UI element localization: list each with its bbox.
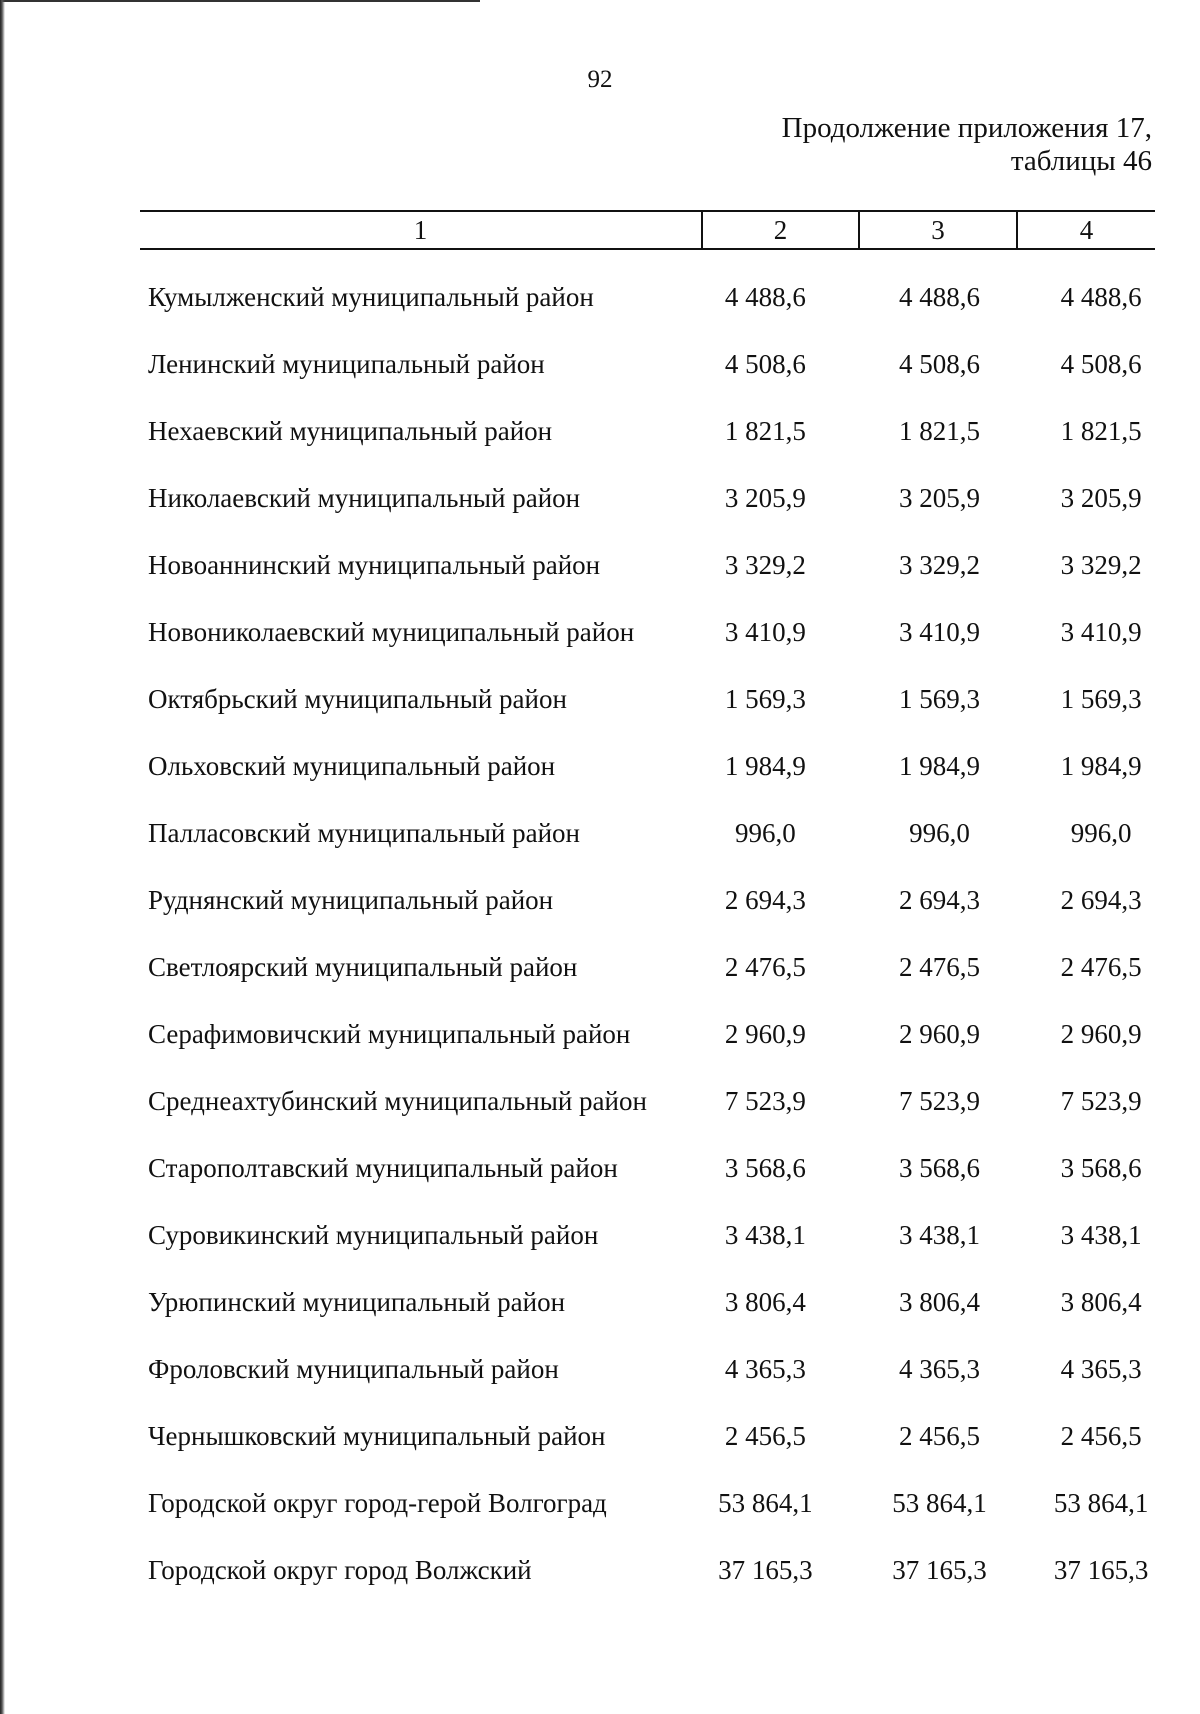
district-name-cell: Серафимовичский муниципальный район [148,1019,631,1049]
value-col-3-cell: 2 476,5 [898,952,980,982]
column-header-3: 3 [860,212,1018,248]
value-col-3-cell: 3 329,2 [898,550,980,580]
value-col-4-cell: 2 456,5 [1060,1421,1142,1451]
value-col-2-cell: 7 523,9 [724,1086,806,1116]
column-header-4: 4 [1079,215,1094,245]
value-col-4-cell: 7 523,9 [1060,1086,1142,1116]
value-col-3-cell: 3 438,1 [898,1220,980,1250]
district-name-cell: Ленинский муниципальный район [148,349,545,379]
scan-edge-top [0,0,480,2]
value-col-4-cell: 2 476,5 [1060,952,1142,982]
value-col-3-cell: 37 165,3 [892,1555,987,1585]
value-col-4-cell: 996,0 [1070,818,1132,848]
table-row [148,601,1158,668]
value-col-2-cell: 3 438,1 [724,1220,806,1250]
district-name-cell: Палласовский муниципальный район [148,818,580,848]
value-col-2-cell: 3 568,6 [724,1153,806,1183]
value-col-2-cell: 53 864,1 [718,1488,813,1518]
value-col-3-cell: 4 365,3 [898,1354,980,1384]
district-name-cell: Среднеахтубинский муниципальный район [148,1086,647,1116]
table-row [148,869,1158,936]
value-col-2-cell: 996,0 [735,818,796,848]
value-col-2-cell: 1 821,5 [724,416,806,446]
table-row [148,735,1158,802]
value-col-4-cell: 53 864,1 [1053,1488,1149,1518]
table-row [148,1271,1158,1338]
district-name-cell: Ольховский муниципальный район [148,751,556,781]
value-col-3-cell: 3 806,4 [898,1287,980,1317]
value-col-4-cell: 1 984,9 [1060,751,1142,781]
table-row [148,668,1158,735]
district-name-cell: Суровикинский муниципальный район [148,1220,599,1250]
value-col-2-cell: 1 569,3 [724,684,806,714]
column-header-1: 1 [140,212,703,248]
table-header [140,210,1155,250]
value-col-3-cell: 4 488,6 [898,282,980,312]
continuation-line-2: таблицы 46 [1010,145,1152,177]
page-number: 92 [587,66,613,93]
table-row [148,1137,1158,1204]
value-col-4-cell: 4 488,6 [1060,282,1142,312]
district-name-cell: Чернышковский муниципальный район [148,1421,606,1451]
value-col-2-cell: 2 456,5 [724,1421,806,1451]
table-body [148,266,1158,1606]
scan-edge-left [0,0,5,1714]
district-name-cell: Светлоярский муниципальный район [148,952,578,982]
table-row [148,333,1158,400]
value-col-4-cell: 37 165,3 [1053,1555,1149,1585]
value-col-2-cell: 1 984,9 [724,751,806,781]
value-col-4-cell: 2 960,9 [1060,1019,1142,1049]
value-col-4-cell: 3 806,4 [1060,1287,1142,1317]
value-col-2-cell: 3 329,2 [724,550,806,580]
district-name-cell: Урюпинский муниципальный район [148,1287,566,1317]
continuation-line-1: Продолжение приложения 17, [781,112,1152,144]
value-col-2-cell: 4 508,6 [724,349,806,379]
table-row [148,936,1158,1003]
value-col-2-cell: 3 806,4 [724,1287,806,1317]
district-name-cell: Фроловский муниципальный район [148,1354,559,1384]
value-col-3-cell: 1 984,9 [898,751,980,781]
value-col-2-cell: 3 410,9 [724,617,806,647]
district-name-cell: Старополтавский муниципальный район [148,1153,618,1183]
value-col-3-cell: 996,0 [909,818,970,848]
district-name-cell: Городской округ город-герой Волгоград [148,1488,607,1518]
value-col-3-cell: 3 410,9 [898,617,980,647]
value-col-2-cell: 2 476,5 [724,952,806,982]
continuation-note [782,112,1152,178]
table-row [148,1204,1158,1271]
value-col-2-cell: 2 694,3 [724,885,806,915]
value-col-3-cell: 3 205,9 [898,483,980,513]
table-row [148,467,1158,534]
value-col-4-cell: 4 365,3 [1060,1354,1142,1384]
district-name-cell: Октябрьский муниципальный район [148,684,567,714]
value-col-3-cell: 2 456,5 [898,1421,980,1451]
value-col-3-cell: 2 960,9 [898,1019,980,1049]
district-name-cell: Нехаевский муниципальный район [148,416,553,446]
value-col-3-cell: 53 864,1 [892,1488,987,1518]
value-col-4-cell: 2 694,3 [1060,885,1142,915]
table-row [148,1338,1158,1405]
table-row [148,266,1158,333]
value-col-3-cell: 3 568,6 [898,1153,980,1183]
column-header-2: 2 [703,212,860,248]
table-row [148,802,1158,869]
value-col-2-cell: 37 165,3 [718,1555,813,1585]
table-row [148,1472,1158,1539]
value-col-3-cell: 2 694,3 [898,885,980,915]
value-col-3-cell: 7 523,9 [898,1086,980,1116]
table-row [148,1539,1158,1606]
value-col-4-cell: 3 568,6 [1060,1153,1142,1183]
table-row [148,1003,1158,1070]
value-col-2-cell: 4 365,3 [724,1354,806,1384]
value-col-4-cell: 3 329,2 [1060,550,1142,580]
district-name-cell: Николаевский муниципальный район [148,483,581,513]
value-col-4-cell: 3 410,9 [1060,617,1142,647]
district-name-cell: Кумылженский муниципальный район [148,282,594,312]
value-col-3-cell: 1 569,3 [898,684,980,714]
value-col-4-cell: 3 205,9 [1060,483,1142,513]
table-row [148,534,1158,601]
value-col-4-cell: 1 821,5 [1060,416,1142,446]
value-col-3-cell: 1 821,5 [898,416,980,446]
value-col-2-cell: 4 488,6 [724,282,806,312]
value-col-4-cell: 4 508,6 [1060,349,1142,379]
table-row [148,1070,1158,1137]
district-name-cell: Новониколаевский муниципальный район [148,617,635,647]
district-name-cell: Городской округ город Волжский [148,1555,532,1585]
value-col-3-cell: 4 508,6 [898,349,980,379]
district-name-cell: Руднянский муниципальный район [148,885,554,915]
table-row [148,1405,1158,1472]
table-row [148,400,1158,467]
district-name-cell: Новоаннинский муниципальный район [148,550,601,580]
value-col-2-cell: 3 205,9 [724,483,806,513]
value-col-4-cell: 1 569,3 [1060,684,1142,714]
value-col-2-cell: 2 960,9 [724,1019,806,1049]
value-col-4-cell: 3 438,1 [1060,1220,1142,1250]
